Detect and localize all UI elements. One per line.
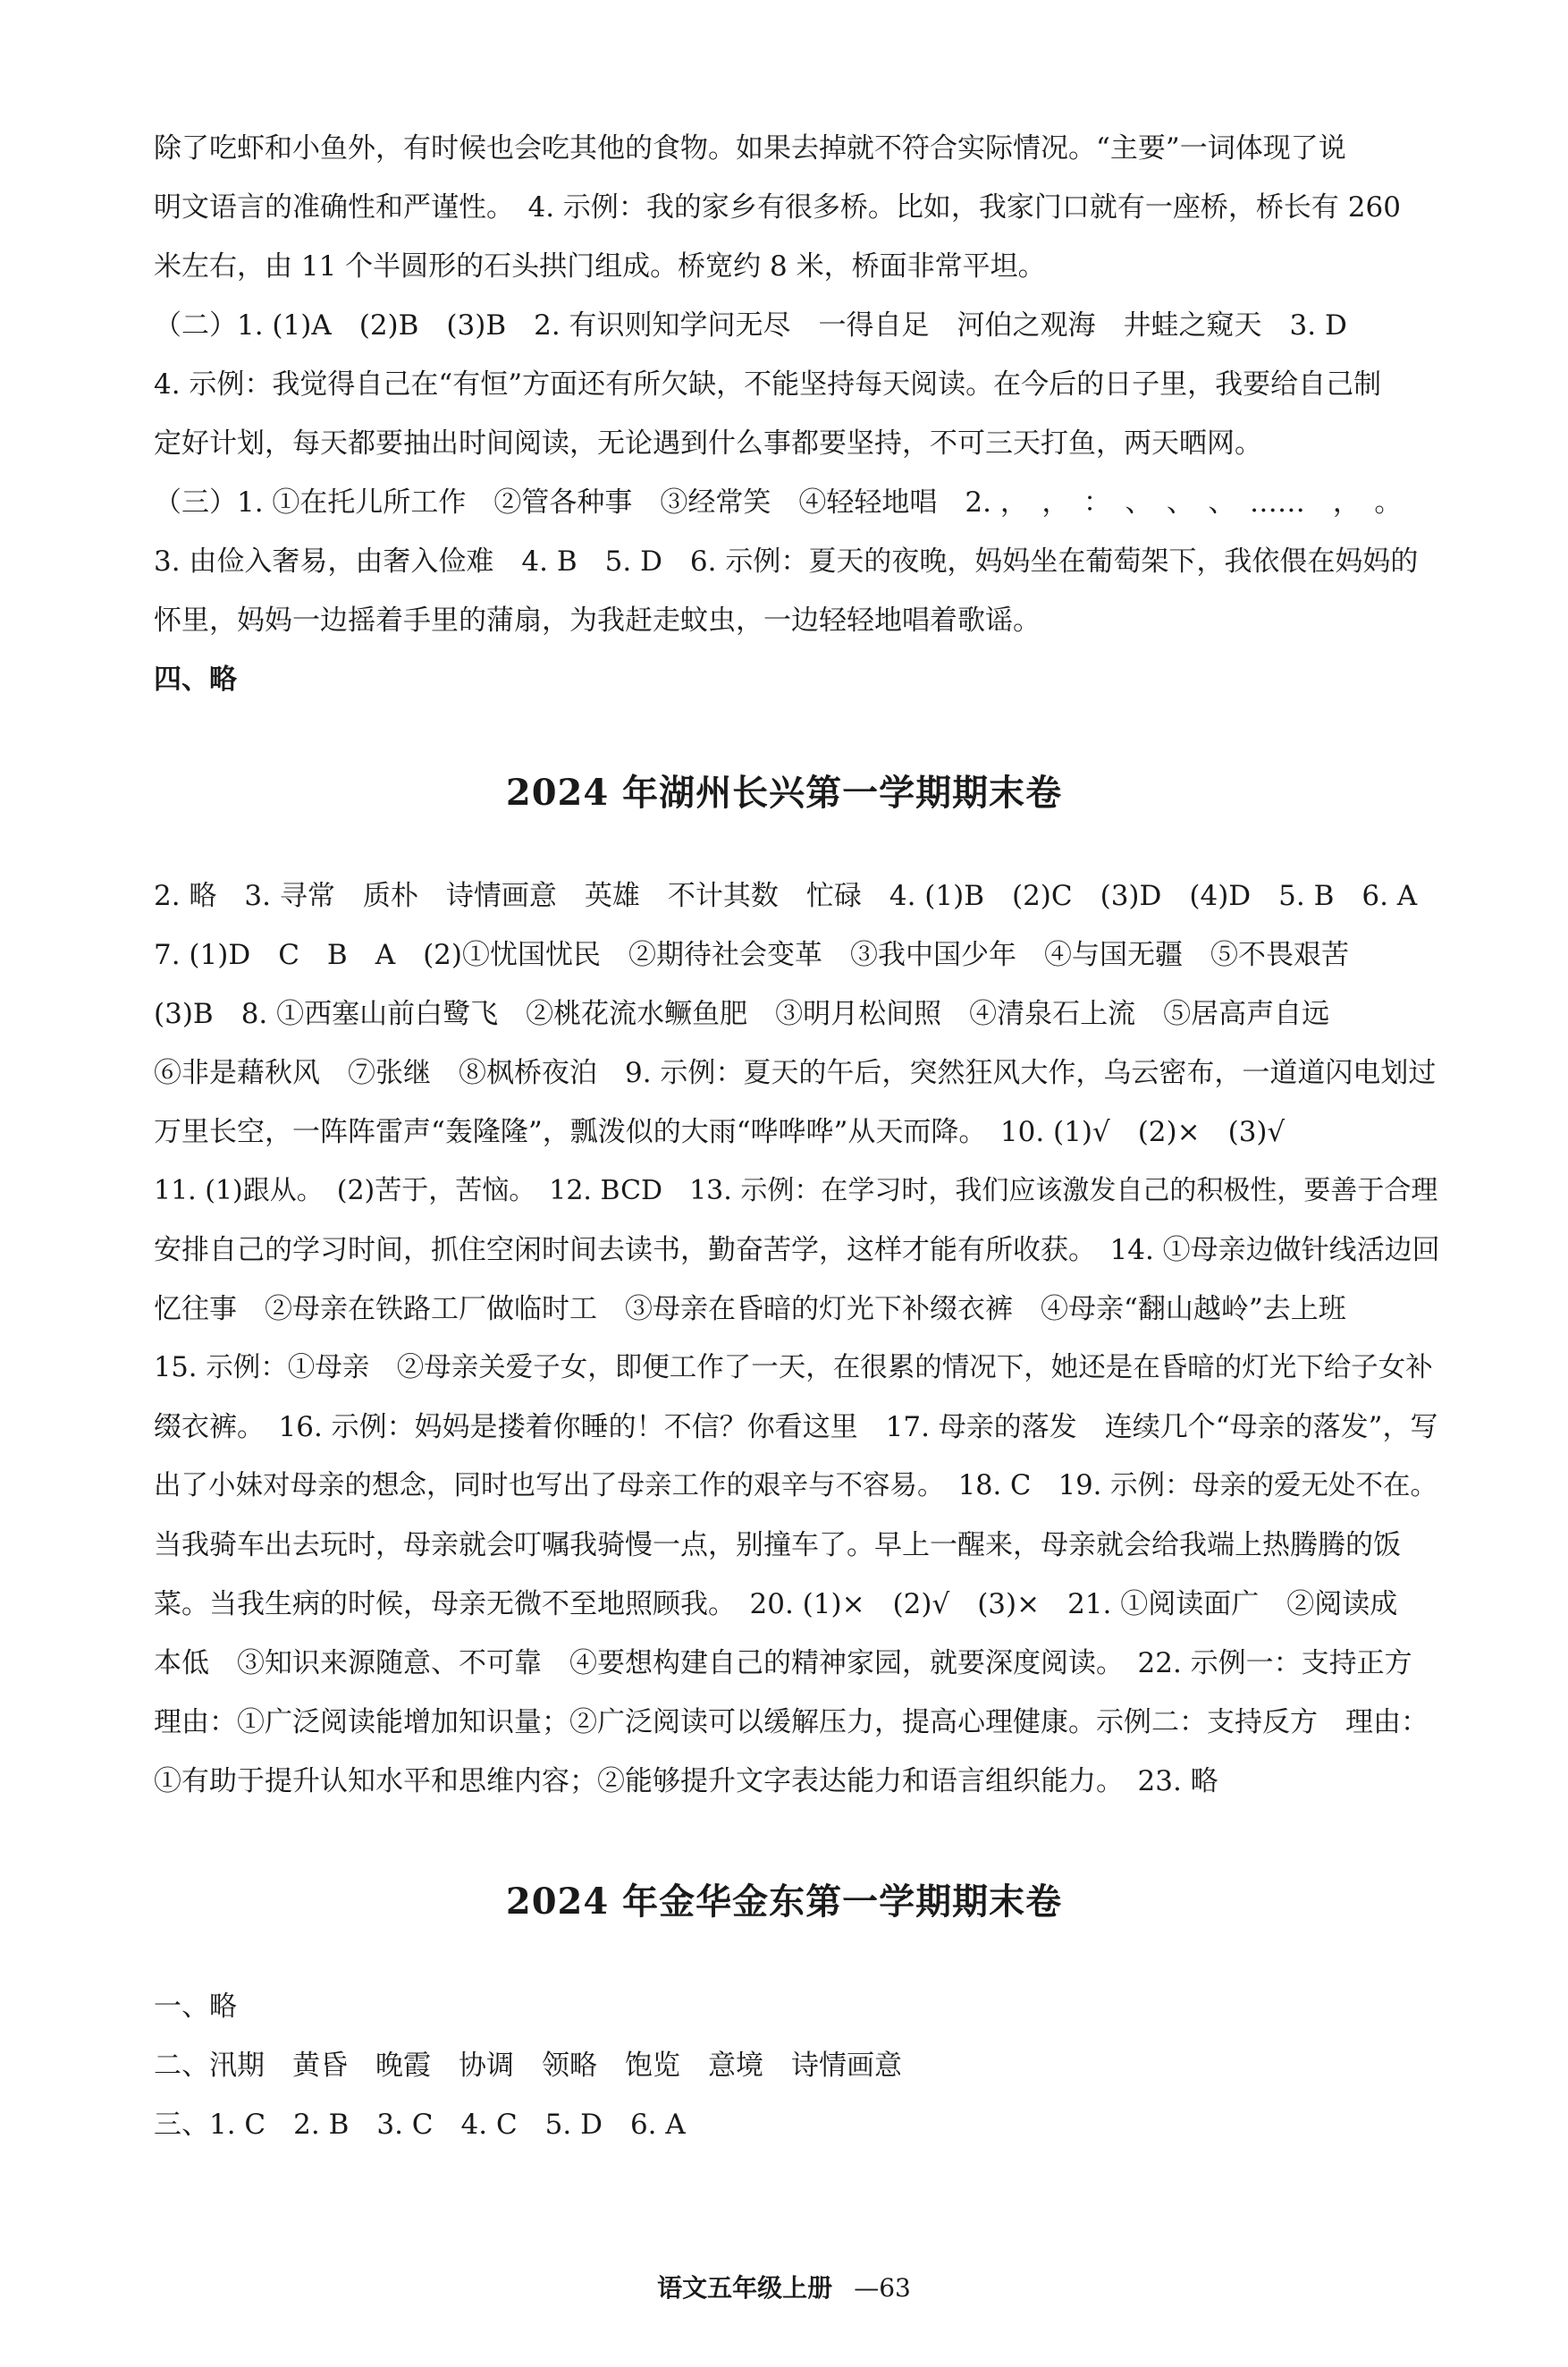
- text-line: ⑥非是藉秋风 ⑦张继 ⑧枫桥夜泊 9. 示例：夏天的午后，突然狂风大作，乌云密布，一道道闪电划过: [154, 1057, 1437, 1089]
- text-line: （二）1. (1)A (2)B (3)B 2. 有识则知学问无尽 一得自足 河伯之观海 井蛙之窥天 3. D: [154, 309, 1347, 342]
- text-line: 3. 由俭入奢易，由奢入俭难 4. B 5. D 6. 示例：夏天的夜晚，妈妈坐在葡萄架下，我依偎在妈妈的: [154, 545, 1419, 578]
- text-line: 三、1. C 2. B 3. C 4. C 5. D 6. A: [154, 2109, 686, 2141]
- text-line: 当我骑车出去玩时，母亲就会叮嘱我骑慢一点，别撞车了。早上一醒来，母亲就会给我端上热腾腾的饭: [154, 1529, 1401, 1561]
- text-line: (3)B 8. ①西塞山前白鹭飞 ②桃花流水鳜鱼肥 ③明月松间照 ④清泉石上流 ⑤居高声自远: [154, 998, 1330, 1030]
- book-name: 语文五年级上册: [657, 2273, 833, 2303]
- section-heading: 四、略: [154, 664, 237, 696]
- text-line: 菜。当我生病的时候，母亲无微不至地照顾我。 20. (1)× (2)√ (3)× 21. ①阅读面广 ②阅读成: [154, 1588, 1398, 1620]
- text-line: 本低 ③知识来源随意、不可靠 ④要想构建自己的精神家园，就要深度阅读。 22. 示例一：支持正方: [154, 1647, 1412, 1679]
- text-line: 怀里，妈妈一边摇着手里的蒲扇，为我赶走蚊虫，一边轻轻地唱着歌谣。: [154, 604, 1041, 637]
- text-line: 除了吃虾和小鱼外，有时候也会吃其他的食物。如果去掉就不符合实际情况。“主要”一词体现了说: [154, 132, 1346, 165]
- section-title: 2024 年湖州长兴第一学期期末卷: [505, 772, 1063, 814]
- text-line: 万里长空，一阵阵雷声“轰隆隆”，瓢泼似的大雨“哗哗哗”从天而降。 10. (1)√ (2)× (3)√: [154, 1116, 1286, 1148]
- section-title: 2024 年金华金东第一学期期末卷: [505, 1881, 1063, 1923]
- text-line: 理由：①广泛阅读能增加知识量；②广泛阅读可以缓解压力，提高心理健康。示例二：支持反方 理由：: [154, 1706, 1429, 1738]
- text-line: （三）1. ①在托儿所工作 ②管各种事 ③经常笑 ④轻轻地唱 2. ， ， ： 、 、 、 …… ， 。: [154, 486, 1403, 519]
- text-line: 4. 示例：我觉得自己在“有恒”方面还有所欠缺，不能坚持每天阅读。在今后的日子里，我要给自己制: [154, 368, 1382, 401]
- text-line: 定好计划，每天都要抽出时间阅读，无论遇到什么事都要坚持，不可三天打鱼，两天晒网。: [154, 427, 1262, 460]
- text-line: 明文语言的准确性和严谨性。 4. 示例：我的家乡有很多桥。比如，我家门口就有一座桥，桥长有 260: [154, 191, 1401, 224]
- page-number: —63: [854, 2273, 911, 2303]
- text-line: 出了小妹对母亲的想念，同时也写出了母亲工作的艰辛与不容易。 18. C 19. 示例：母亲的爱无处不在。: [154, 1470, 1437, 1501]
- text-line: ①有助于提升认知水平和思维内容；②能够提升文字表达能力和语言组织能力。 23. 略: [154, 1765, 1218, 1797]
- text-line: 2. 略 3. 寻常 质朴 诗情画意 英雄 不计其数 忙碌 4. (1)B (2)C (3)D (4)D 5. B 6. A: [154, 880, 1418, 912]
- text-line: 11. (1)跟从。 (2)苦于，苦恼。 12. BCD 13. 示例：在学习时，我们应该激发自己的积极性，要善于合理: [154, 1175, 1438, 1206]
- text-line: 安排自己的学习时间，抓住空闲时间去读书，勤奋苦学，这样才能有所收获。 14. ①母亲边做针线活边回: [154, 1234, 1440, 1266]
- text-line: 15. 示例：①母亲 ②母亲关爱子女，即便工作了一天，在很累的情况下，她还是在昏暗的灯光下给子女补: [154, 1352, 1433, 1383]
- text-line: 一、略: [154, 1991, 237, 2023]
- text-line: 缀衣裤。 16. 示例：妈妈是搂着你睡的！不信？你看这里 17. 母亲的落发 连续几个“母亲的落发”，写: [154, 1411, 1438, 1443]
- text-line: 7. (1)D C B A (2)①忧国忧民 ②期待社会变革 ③我中国少年 ④与国无疆 ⑤不畏艰苦: [154, 939, 1349, 971]
- text-line: 忆往事 ②母亲在铁路工厂做临时工 ③母亲在昏暗的灯光下补缀衣裤 ④母亲“翻山越岭”去上班: [154, 1293, 1346, 1325]
- text-line: 米左右，由 11 个半圆形的石头拱门组成。桥宽约 8 米，桥面非常平坦。: [154, 250, 1046, 283]
- page-footer: [0, 2269, 1568, 2304]
- text-line: 二、汛期 黄昏 晚霞 协调 领略 饱览 意境 诗情画意: [154, 2050, 902, 2082]
